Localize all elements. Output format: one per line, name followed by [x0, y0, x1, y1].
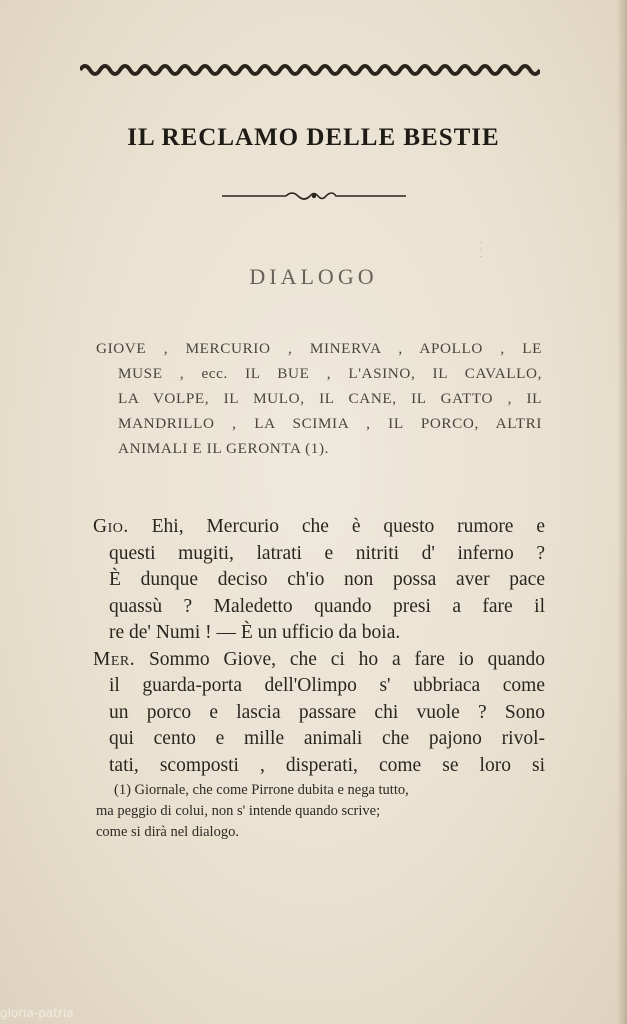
section-heading: DIALOGO: [249, 264, 378, 289]
page-title: IL RECLAMO DELLE BESTIE: [127, 124, 500, 151]
speech-line: quassù ? Maledetto quando presi a fare il: [109, 595, 545, 617]
characters-line: GIOVE , MERCURIO , MINERVA , APOLLO , LE: [96, 340, 542, 357]
watermark: gloria-patria: [0, 1006, 74, 1020]
speech-text: Sommo Giove, che ci ho a fare io quando: [148, 648, 546, 670]
speech-block: [93, 514, 545, 647]
footnote-line: (1) Giornale, che come Pirrone dubita e nega tutto,: [114, 782, 409, 798]
dialogue-text: [93, 514, 545, 779]
speech-text: Ehi, Mercurio che è questo rumore e: [151, 516, 546, 537]
speech-line: il guarda-porta dell'Olimpo s' ubbriaca come: [109, 675, 545, 696]
speech-line: questi mugiti, latrati e nitriti d' inferno ?: [109, 542, 545, 564]
speech-line: tati, scomposti , disperati, come se loro si: [109, 754, 545, 776]
footnote: [96, 780, 542, 843]
characters-line: MANDRILLO , LA SCIMIA , IL PORCO, ALTRI: [118, 415, 542, 432]
footnote-line: ma peggio di colui, non s' intende quando scrive;: [96, 803, 381, 819]
characters-list: [96, 336, 542, 461]
speech-line: qui cento e mille animali che pajono rivol-: [109, 728, 545, 749]
speaker-label: Gio.: [93, 516, 129, 537]
speech-line: [93, 647, 545, 674]
characters-line: MUSE , ecc. IL BUE , L'ASINO, IL CAVALLO,: [118, 365, 542, 382]
speech-line: re de' Numi ! — È un ufficio da boia.: [109, 622, 401, 643]
footnote-line: come si dirà nel dialogo.: [96, 824, 239, 840]
characters-line: ANIMALI E IL GERONTA (1).: [118, 440, 330, 457]
speaker-label: Mer.: [93, 648, 136, 670]
wave-ornament-border: [80, 62, 540, 78]
speech-line: [93, 514, 545, 541]
speech-block: [93, 647, 545, 780]
speech-line: un porco e lascia passare chi vuole ? Sono: [109, 701, 545, 723]
page-edge-shadow: [617, 0, 627, 1024]
ink-speck: · · ·: [480, 239, 483, 261]
title-divider-ornament: [222, 188, 406, 204]
speech-line: È dunque deciso ch'io non possa aver pace: [109, 569, 545, 590]
characters-line: LA VOLPE, IL MULO, IL CANE, IL GATTO , IL: [118, 390, 542, 407]
